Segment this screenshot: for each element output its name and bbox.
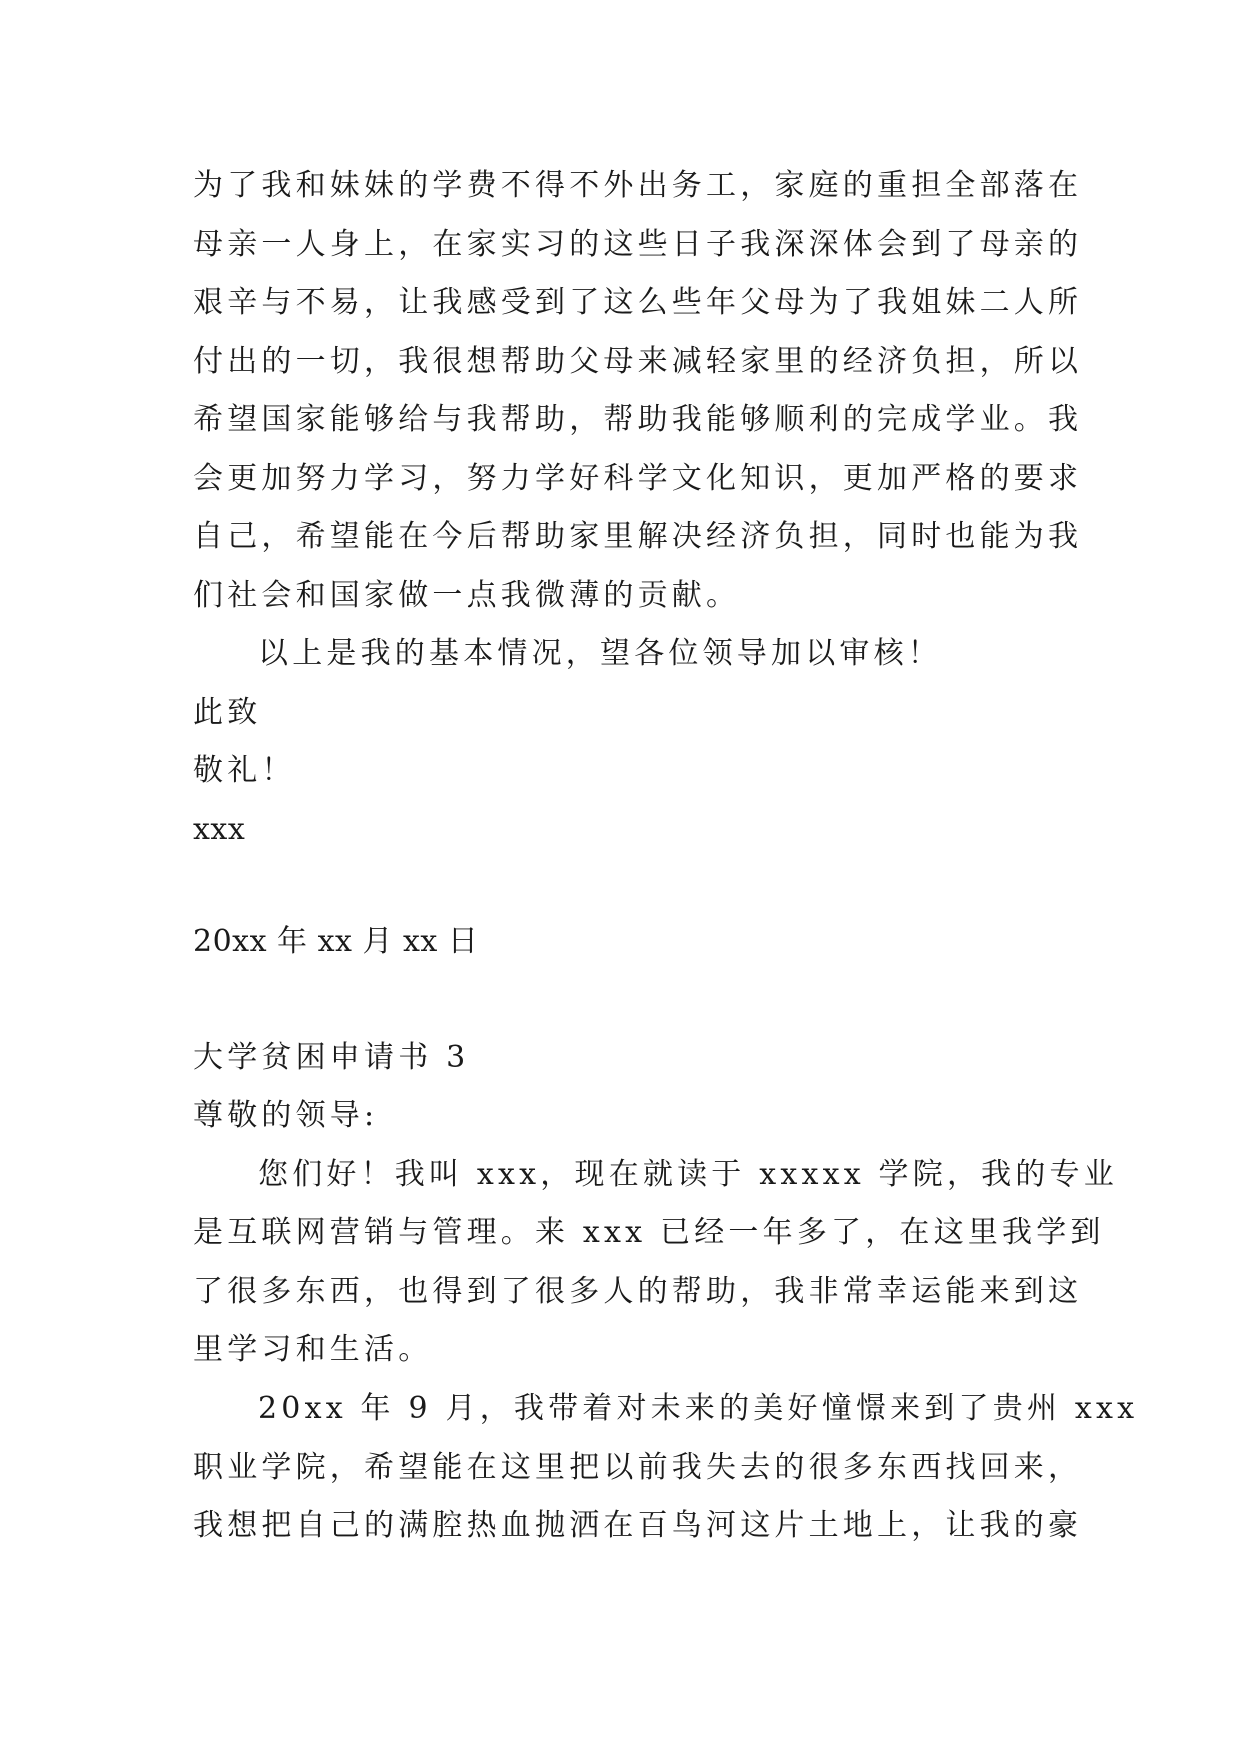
closing-paragraph: 以上是我的基本情况，望各位领导加以审核！: [258, 636, 942, 671]
paragraph-1-line: 里学习和生活。: [193, 1332, 433, 1367]
body-line: 们社会和国家做一点我微薄的贡献。: [193, 578, 741, 613]
paragraph-1-line: 是互联网营销与管理。来 xxx 已经一年多了，在这里我学到: [193, 1215, 1105, 1250]
body-line: 付出的一切，我很想帮助父母来减轻家里的经济负担，所以: [193, 344, 1083, 379]
date: 20xx 年 xx 月 xx 日: [193, 924, 479, 959]
greeting: 尊敬的领导:: [193, 1098, 379, 1133]
section-title: 大学贫困申请书 3: [193, 1040, 470, 1075]
paragraph-2-line: 20xx 年 9 月，我带着对未来的美好憧憬来到了贵州 xxx: [258, 1391, 1139, 1426]
paragraph-2-line: 我想把自己的满腔热血抛洒在百鸟河这片土地上，让我的豪: [193, 1508, 1083, 1543]
paragraph-1-line: 了很多东西，也得到了很多人的帮助，我非常幸运能来到这: [193, 1274, 1083, 1309]
body-line: 希望国家能够给与我帮助，帮助我能够顺利的完成学业。我: [193, 402, 1083, 437]
salutation-jing-li: 敬礼！: [193, 753, 296, 788]
salutation-ci-zhi: 此致: [193, 695, 262, 730]
paragraph-2-line: 职业学院，希望能在这里把以前我失去的很多东西找回来，: [193, 1450, 1083, 1485]
body-line: 自己，希望能在今后帮助家里解决经济负担，同时也能为我: [193, 519, 1083, 554]
signature: xxx: [193, 812, 246, 847]
body-line: 母亲一人身上，在家实习的这些日子我深深体会到了母亲的: [193, 227, 1083, 262]
body-line: 会更加努力学习，努力学好科学文化知识，更加严格的要求: [193, 461, 1083, 496]
paragraph-1-line: 您们好！我叫 xxx，现在就读于 xxxxx 学院，我的专业: [258, 1157, 1118, 1192]
body-line: 为了我和妹妹的学费不得不外出务工，家庭的重担全部落在: [193, 168, 1083, 203]
body-line: 艰辛与不易，让我感受到了这么些年父母为了我姐妹二人所: [193, 285, 1083, 320]
